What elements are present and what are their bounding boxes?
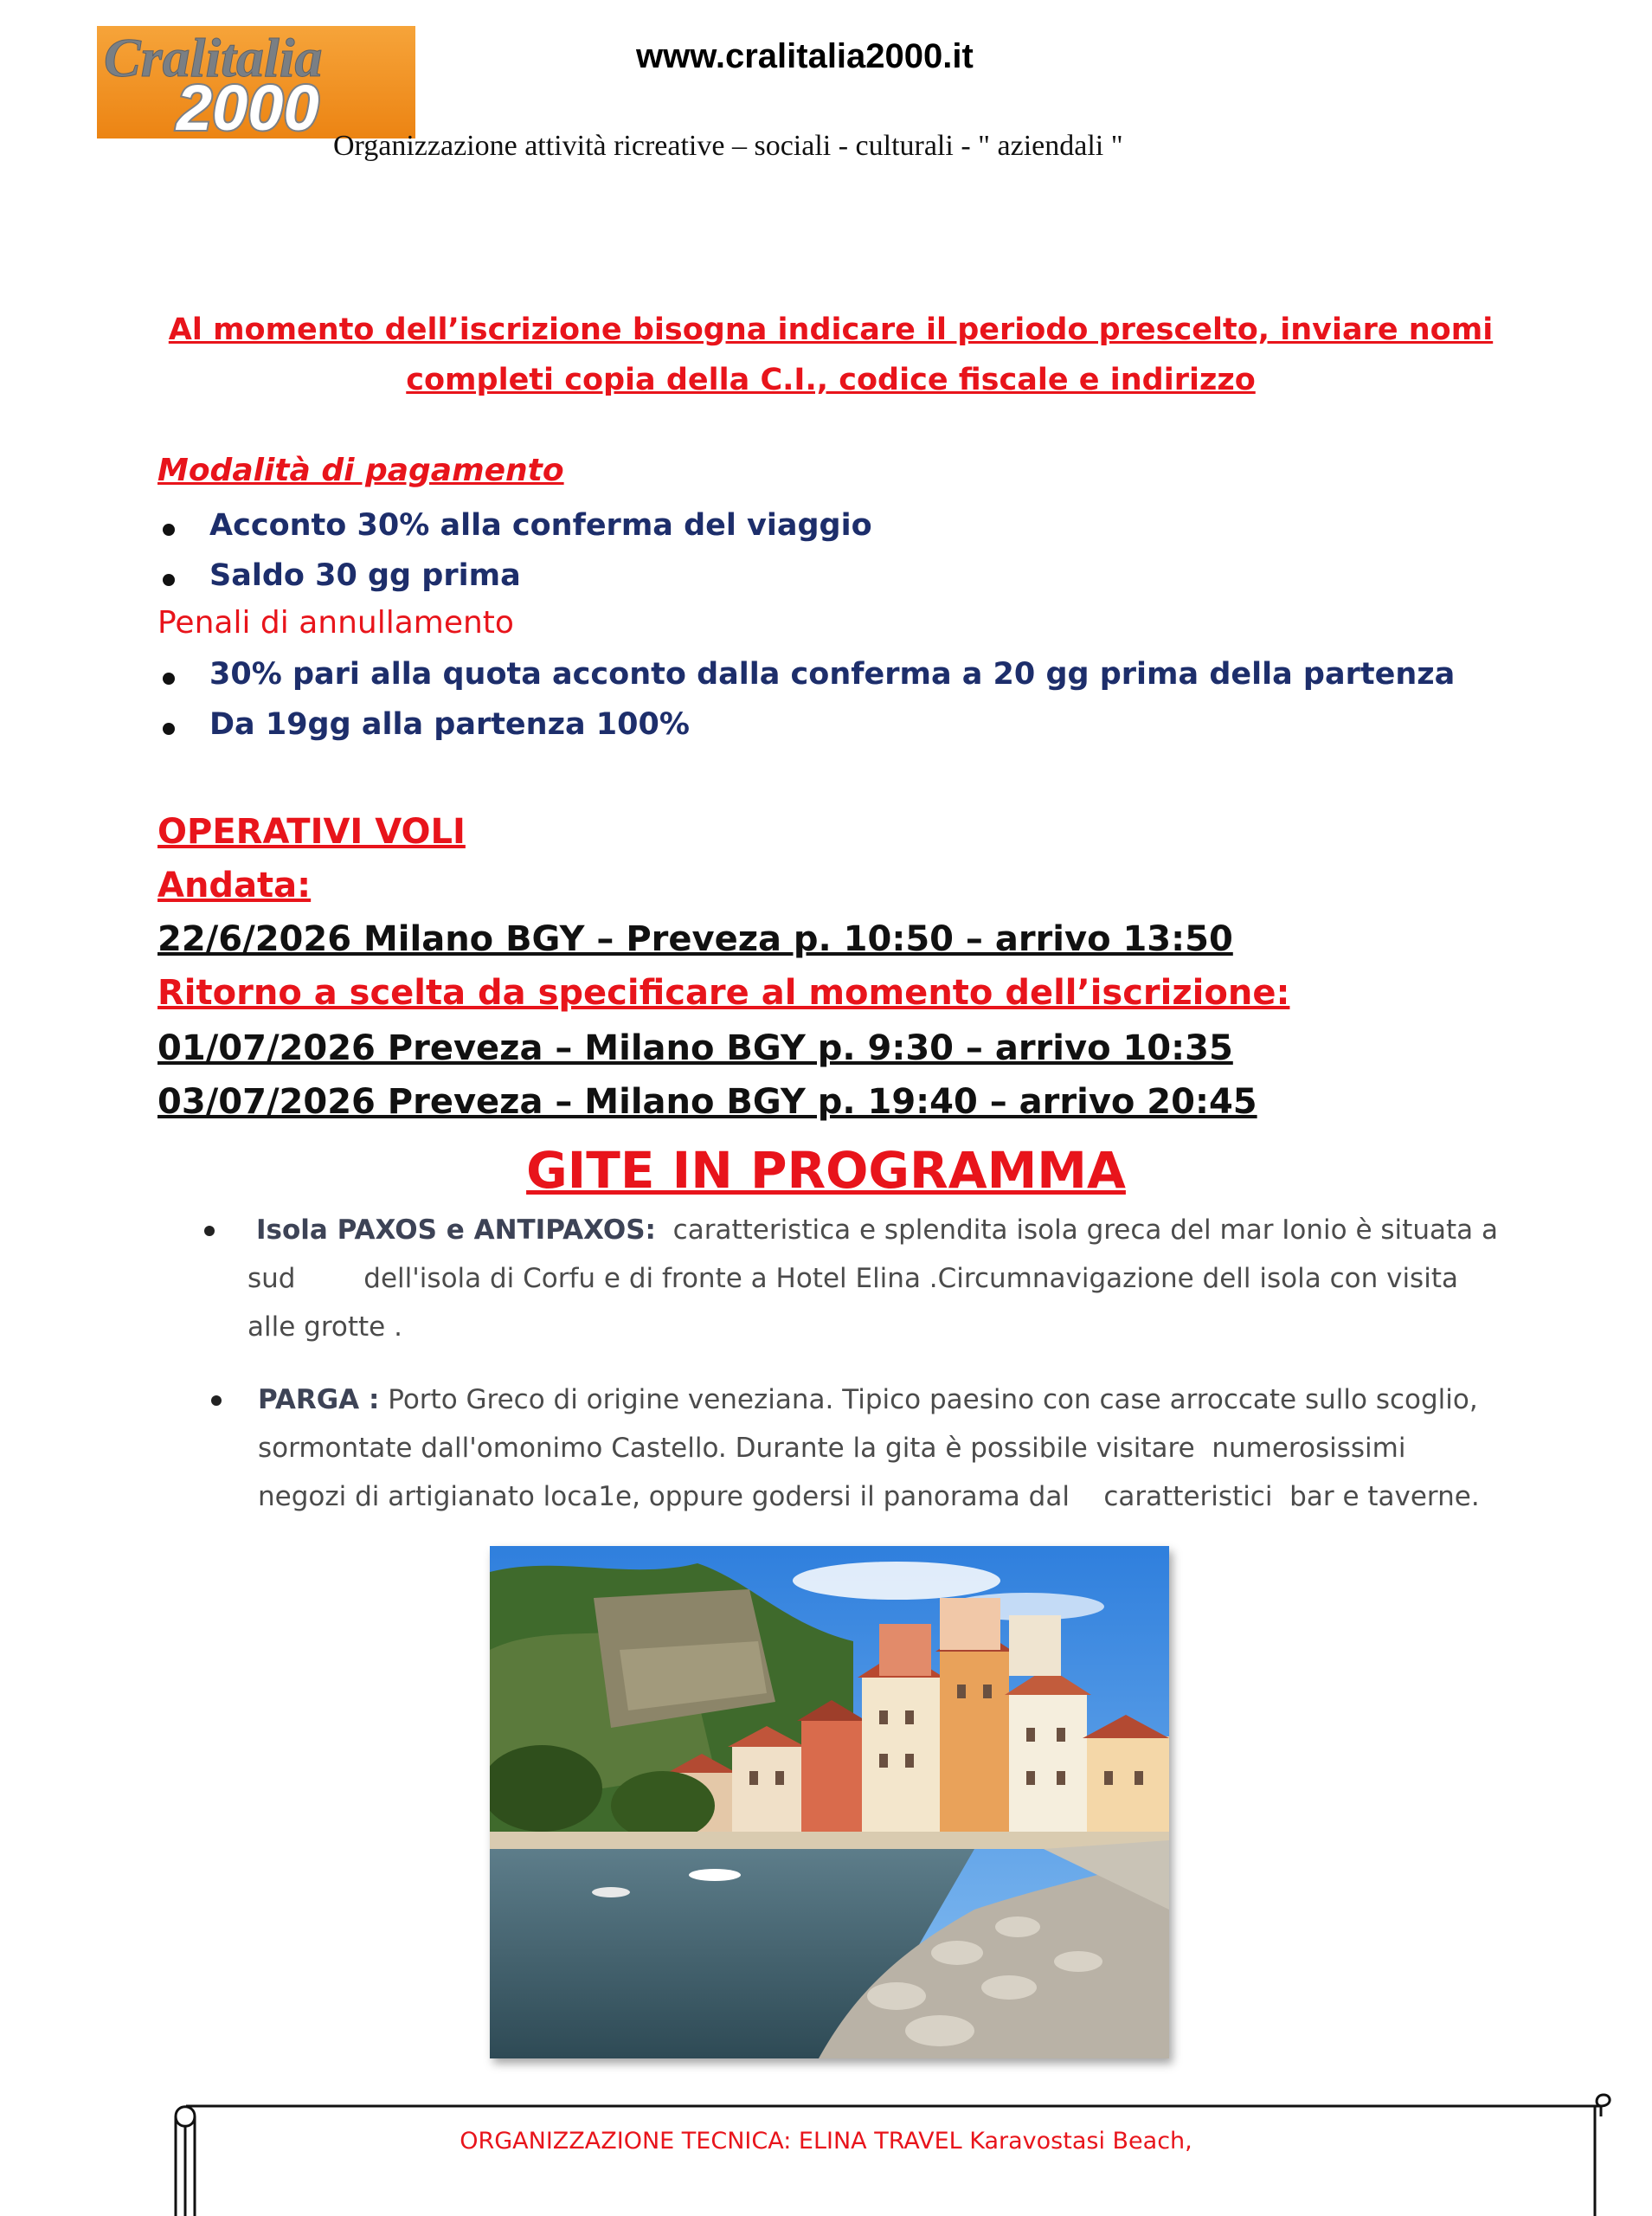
svg-text:Cralitalia: Cralitalia: [104, 27, 323, 88]
tagline: Organizzazione attività ricreative – sociali - culturali - " aziendali ": [333, 130, 1123, 162]
excursion-text: negozi di artigianato loca1e, oppure godersi il panorama dal caratteristici bar e taverne.: [258, 1481, 1480, 1512]
excursion-parga: [258, 1375, 1478, 1424]
payment-item: Saldo 30 gg prima: [209, 558, 521, 593]
excursion-text: sormontate dall'omonimo Castello. Durante la gita è possibile visitare numerosissimi: [258, 1433, 1406, 1464]
excursion-name: PARGA :: [258, 1384, 380, 1415]
excursion-name: Isola PAXOS e ANTIPAXOS:: [256, 1214, 656, 1246]
cralitalia-logo: [97, 26, 415, 138]
return-flight-2: 03/07/2026 Preveza – Milano BGY p. 19:40 – arrivo 20:45: [157, 1082, 1257, 1122]
notice-line-1: Al momento dell’iscrizione bisogna indicare il periodo prescelto, inviare nomi: [168, 312, 1494, 347]
bullet-icon: [163, 574, 175, 586]
bullet-icon: [204, 1226, 215, 1236]
site-url[interactable]: www.cralitalia2000.it: [636, 37, 974, 75]
registration-notice: [138, 305, 1523, 405]
footer-organization: ORGANIZZAZIONE TECNICA: ELINA TRAVEL Karavostasi Beach,: [460, 2128, 1192, 2155]
bullet-icon: [211, 1395, 222, 1406]
svg-text:2000: 2000: [177, 72, 319, 138]
penalty-item: 30% pari alla quota acconto dalla conferma a 20 gg prima della partenza: [209, 657, 1456, 692]
flights-heading: OPERATIVI VOLI: [157, 812, 466, 852]
excursions-heading: GITE IN PROGRAMMA: [526, 1141, 1126, 1200]
excursion-text: caratteristica e splendita isola greca del mar Ionio è situata a: [672, 1214, 1498, 1246]
excursion-text: sud dell'isola di Corfu e di fronte a Hotel Elina .Circumnavigazione dell isola con visita: [247, 1263, 1458, 1294]
penalty-item: Da 19gg alla partenza 100%: [209, 707, 690, 742]
return-flight-1: 01/07/2026 Preveza – Milano BGY p. 9:30 – arrivo 10:35: [157, 1028, 1233, 1068]
excursion-paxos: [256, 1206, 1498, 1254]
notice-line-2: completi copia della C.I., codice fiscale e indirizzo: [406, 363, 1256, 397]
excursion-text: Porto Greco di origine veneziana. Tipico paesino con case arroccate sullo scoglio,: [388, 1384, 1478, 1415]
penalties-heading: Penali di annullamento: [157, 605, 514, 641]
payment-item: Acconto 30% alla conferma del viaggio: [209, 508, 872, 543]
outbound-flight: 22/6/2026 Milano BGY – Preveza p. 10:50 – arrivo 13:50: [157, 919, 1233, 959]
excursion-text: alle grotte .: [247, 1311, 402, 1343]
outbound-label: Andata:: [157, 866, 312, 905]
return-label: Ritorno a scelta da specificare al momento dell’iscrizione:: [157, 973, 1290, 1013]
bullet-icon: [163, 673, 175, 685]
parga-harbour-photo: [490, 1546, 1169, 2058]
bullet-icon: [163, 524, 175, 536]
payment-heading: Modalità di pagamento: [157, 453, 564, 488]
bullet-icon: [163, 723, 175, 735]
